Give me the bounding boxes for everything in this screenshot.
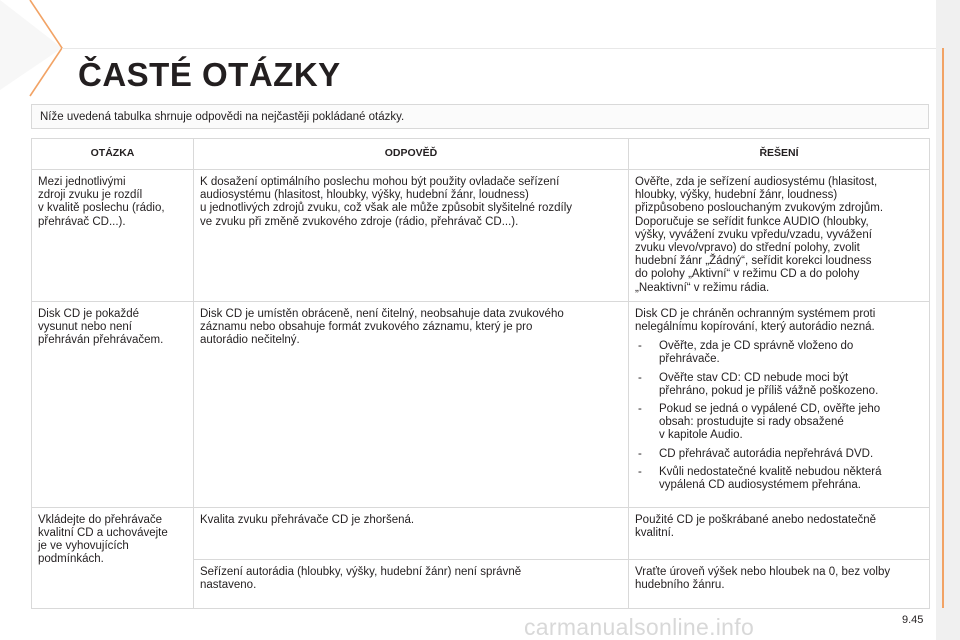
solution-cell	[629, 559, 930, 608]
bullet-text: Pokud se jedná o vypálené CD, ověřte jeho obsah: prostudujte si rady obsažené v kapitole Audio.	[659, 403, 881, 442]
watermark: carmanualsonline.info	[524, 614, 755, 640]
solution-text: Ověřte, zda je seřízení audiosystému (hlasitost, hloubky, výšky, hudební žánr, loudness) přizpůsobeno poslouchaným zvukovým zdrojům. Doporučuje se seřídit funkce AUDIO (hloubky, výšky, vyvážení zvuku vpředu/vzadu, vyvážení zvuku vlevo/vpravo) do střední polohy, zvolit hudební žánr „Žádný“, seřídit korekci loudness do polohy „Aktivní“ v režimu CD a do polohy „Neaktivní“ v režimu rádia.	[635, 176, 884, 294]
question-cell	[32, 507, 194, 608]
page-title: ČASTÉ OTÁZKY	[78, 56, 341, 93]
intro-box	[31, 104, 929, 129]
dash-bullet: -	[638, 403, 642, 416]
bullet-text: Ověřte stav CD: CD nebude moci být přehráno, pokud je příliš vážně poškozeno.	[659, 371, 879, 397]
answer-cell	[194, 301, 629, 507]
list-item	[635, 372, 923, 398]
answer-cell	[194, 170, 629, 302]
table-row	[32, 507, 930, 559]
bullet-text: Kvůli nedostatečné kvalitě nebudou některá vypálená CD audiosystémem přehrána.	[659, 465, 882, 492]
table-header-row	[32, 139, 930, 170]
question-text: Disk CD je pokaždé vysunut nebo není přehráván přehrávačem.	[38, 307, 164, 347]
header-question: OTÁZKA	[32, 139, 194, 170]
solution-cell	[629, 170, 930, 302]
answer-cell	[194, 507, 629, 559]
side-stripe	[936, 0, 960, 640]
answer-text: Disk CD je umístěn obráceně, není čitelný, neobsahuje data zvukového záznamu nebo obsahuje formát zvukového záznamu, který je pro autorádio nečitelný.	[200, 307, 564, 347]
answer-text: K dosažení optimálního poslechu mohou být použity ovladače seřízení audiosystému (hlasitost, hloubky, výšky, hudební žánr, loudness) u jednotlivých zdrojů zvuku, což však ale může způsobit slyšitelné rozdíly ve zvuku při změně zvukového zdroje (rádio, přehrávač CD...).	[200, 176, 573, 228]
question-cell	[32, 170, 194, 302]
intro-text: Níže uvedená tabulka shrnuje odpovědi na nejčastěji pokládané otázky.	[40, 111, 405, 123]
header-divider	[62, 48, 936, 49]
solution-cell	[629, 301, 930, 507]
table-row	[32, 170, 930, 302]
solution-cell	[629, 507, 930, 559]
list-item	[635, 448, 923, 461]
list-item	[635, 403, 923, 443]
dash-bullet: -	[638, 340, 642, 353]
question-text: Vkládejte do přehrávače kvalitní CD a uchovávejte je ve vyhovujících podmínkách.	[38, 513, 168, 566]
answer-cell	[194, 559, 629, 608]
solution-text: Použité CD je poškrábané anebo nedostatečně kvalitní.	[635, 513, 877, 540]
question-cell	[32, 301, 194, 507]
solution-text: Disk CD je chráněn ochranným systémem proti nelegálnímu kopírování, který autorádio nezná.	[635, 307, 876, 334]
header-solution: ŘEŠENÍ	[629, 139, 930, 170]
bullet-text: Ověřte, zda je CD správně vloženo do přehrávače.	[659, 340, 854, 366]
solution-bullet-list	[635, 340, 923, 492]
solution-text: Vraťte úroveň výšek nebo hloubek na 0, bez volby hudebního žánru.	[635, 565, 891, 592]
question-text: Mezi jednotlivými zdroji zvuku je rozdíl v kvalitě poslechu (rádio, přehrávač CD...).	[38, 176, 165, 228]
answer-text: Kvalita zvuku přehrávače CD je zhoršená.	[200, 513, 415, 526]
answer-text: Seřízení autorádia (hloubky, výšky, hudební žánr) není správně nastaveno.	[200, 565, 522, 592]
table-row	[32, 301, 930, 507]
side-accent-line	[942, 48, 944, 608]
faq-table	[31, 138, 930, 609]
bullet-text: CD přehrávač autorádia nepřehrává DVD.	[659, 447, 874, 460]
dash-bullet: -	[638, 447, 642, 460]
header-answer: ODPOVĚĎ	[194, 139, 629, 170]
list-item	[635, 466, 923, 492]
dash-bullet: -	[638, 371, 642, 384]
list-item	[635, 340, 923, 366]
dash-bullet: -	[638, 465, 642, 478]
page-number: 9.45	[902, 614, 924, 626]
